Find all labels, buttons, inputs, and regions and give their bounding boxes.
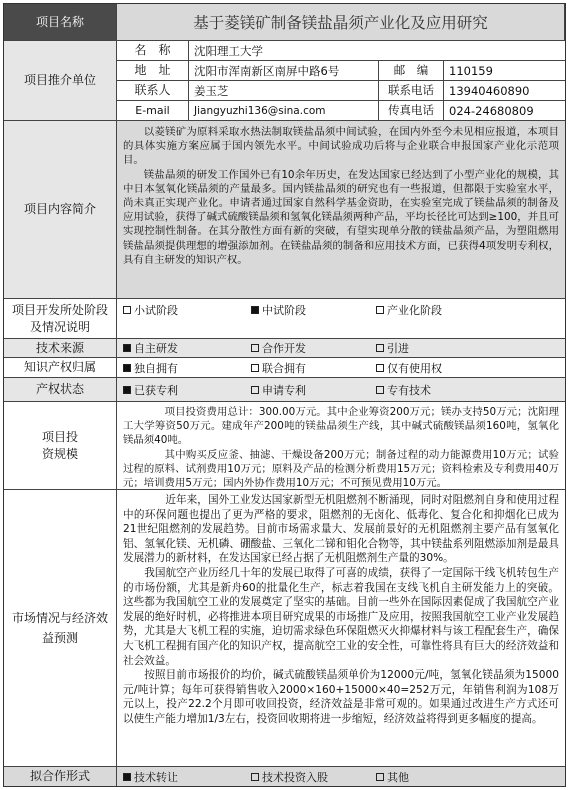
stage-option-3-label: 产业化阶段 [387, 304, 442, 317]
source-options [117, 339, 565, 358]
checkbox-checked-icon [251, 306, 259, 314]
unit-addr-value: 沈阳市浑南新区南屏中路6号 [189, 61, 379, 81]
ip-option-2[interactable] [251, 360, 376, 376]
stage-option-2[interactable] [251, 302, 376, 318]
market-paragraph-3: 按照目前市场报价的均价，碱式硫酸镁晶须单价为12000元/吨，氢氧化镁晶须为15000元/吨计算；每年可获得销售收入2000×160+15000×40=252万元，年销售利润为108万元以上，投产22.2个月即可收回投资，经济效益是非常可观的。如果通过改进生产方式还可以使生产能力增加1/3左右，投资回收期将进一步缩短，经济效益将得到更多幅度的提高。 [123, 669, 559, 725]
cooperation-options [117, 767, 565, 786]
checkbox-icon [251, 344, 259, 352]
checkbox-icon [123, 306, 131, 314]
ip-option-1-label: 独自拥有 [134, 361, 178, 375]
ip-option-3-label: 仅有使用权 [387, 361, 442, 375]
checkbox-icon [376, 364, 384, 372]
checkbox-icon [376, 344, 384, 352]
source-option-1[interactable] [123, 340, 251, 356]
unit-zip-label: 邮 编 [379, 61, 444, 81]
project-title: 基于菱镁矿制备镁盐晶须产业化及应用研究 [117, 4, 565, 41]
unit-zip-value: 110159 [444, 61, 565, 81]
investment-text [117, 402, 565, 490]
checkbox-checked-icon [123, 773, 131, 781]
source-option-3-label: 引进 [387, 342, 409, 355]
stage-option-1-label: 小试阶段 [134, 304, 178, 317]
content-label: 项目内容简介 [4, 121, 117, 299]
unit-phone-value: 13940460890 [444, 81, 565, 101]
status-option-2-label: 申请专利 [262, 383, 306, 397]
unit-fax-label: 传真电话 [379, 101, 444, 121]
source-option-1-label: 自主研发 [134, 342, 178, 355]
ip-options [117, 358, 565, 378]
ip-option-2-label: 联合拥有 [262, 361, 306, 375]
project-form [3, 3, 566, 787]
stage-label: 项目开发所处阶段及情况说明 [4, 299, 117, 339]
checkbox-icon [376, 773, 384, 781]
unit-email-label: E-mail [117, 101, 189, 121]
cooperation-option-1[interactable] [123, 769, 251, 785]
stage-option-1[interactable] [123, 302, 251, 318]
unit-name-value: 沈阳理工大学 [189, 41, 565, 61]
cooperation-option-3[interactable] [376, 769, 409, 785]
checkbox-icon [376, 386, 384, 394]
checkbox-checked-icon [123, 364, 131, 372]
checkbox-icon [251, 386, 259, 394]
ip-option-1[interactable] [123, 360, 251, 376]
status-label: 产权状态 [4, 378, 117, 402]
stage-options [117, 299, 565, 339]
ip-option-3[interactable] [376, 360, 442, 376]
status-option-1[interactable] [123, 382, 251, 398]
ip-label: 知识产权归属 [4, 358, 117, 378]
checkbox-checked-icon [123, 344, 131, 352]
investment-paragraph-2: 其中购买反应釜、抽滤、干燥设备200万元；制备过程的动力能源费用10万元；试验过程的原料、试剂费用10万元；原料及产品的检测分析费用15万元；资料检索及专利费用40万元；培训费用5万元；国内外协作费用10万元；不可预见费用10万元。 [123, 448, 559, 490]
unit-contact-label: 联系人 [117, 81, 189, 101]
status-option-3[interactable] [376, 382, 431, 398]
status-options [117, 378, 565, 402]
source-option-3[interactable] [376, 340, 409, 356]
unit-contact-value: 姜玉芝 [189, 81, 379, 101]
market-label: 市场情况与经济效益预测 [4, 490, 117, 767]
status-option-1-label: 已获专利 [134, 383, 178, 397]
source-option-2-label: 合作开发 [262, 342, 306, 355]
checkbox-checked-icon [123, 386, 131, 394]
source-option-2[interactable] [251, 340, 376, 356]
cooperation-option-1-label: 技术转让 [134, 770, 178, 784]
investment-paragraph-1: 项目投资费用总计：300.00万元。其中企业筹资200万元；镁办支持50万元；沈阳理工大学筹资50万元。建成年产200吨的镁盐晶须生产线，其中碱式硫酸镁晶须160吨，氢氧化镁晶须40吨。 [123, 406, 559, 447]
checkbox-icon [376, 306, 384, 314]
status-option-2[interactable] [251, 382, 376, 398]
source-label: 技术来源 [4, 339, 117, 358]
status-option-3-label: 专有技术 [387, 383, 431, 397]
unit-name-label: 名 称 [117, 41, 189, 61]
market-paragraph-1: 近年来，国外工业发达国家新型无机阻燃剂不断涌现，同时对阻燃剂自身和使用过程中的环保问题也提出了更为严格的要求，阻燃剂的无卤化、低毒化、复合化和抑烟化已成为21世纪阻燃剂的发展趋势。目前市场需求量大、发展前景好的无机阻燃剂主要产品有氢氧化铝、氢氧化镁、无机磷、硼酸盐、三氧化二锑和钼化合物等，其中镁盐系列阻燃添加剂是最具发展潜力的新材料，在发达国家已经占据了无机阻燃剂生产量的30%。 [123, 494, 559, 565]
stage-option-2-label: 中试阶段 [262, 304, 306, 317]
content-text [117, 121, 565, 299]
unit-email-value[interactable]: Jiangyuzhi136@sina.com [189, 101, 379, 121]
cooperation-option-2[interactable] [251, 769, 376, 785]
unit-fax-value: 024-24680809 [444, 101, 565, 121]
content-paragraph-1: 以菱镁矿为原料采取水热法制取镁盐晶须中间试验，在国内外至今未见相应报道，本项目的具体实施方案应属于国内领先水平。中间试验成功后将与企业联合申报国家产业化示范项目。 [123, 126, 559, 167]
market-text [117, 490, 565, 767]
content-paragraph-2: 镁盐晶须的研发工作国外已有10余年历史，在发达国家已经达到了小型产业化的规模，其中日本氢氧化镁晶须的产量最多。国内镁盐晶须的研究也有一些报道，但都限于实验室水平，尚未真正实现产业化。申请者通过国家自然科学基金资助，在实验室完成了镁盐晶须的制备及应用试验，获得了碱式硫酸镁晶须和氢氧化镁晶须两种产品，平均长径比可达到≥100，并且可实现控制性制备。在其分散性方面有新的突破，有望实现单分散的镁盐晶须产品，为塑阻燃用镁盐晶须提供理想的增强添加剂。在镁盐晶须的制备和应用技术方面，已获得4项发明专利权，具有自主研发的知识产权。 [123, 168, 559, 266]
market-paragraph-2: 我国航空产业历经几十年的发展已取得了可喜的成绩，获得了一定国际干线飞机转包生产的市场份额，尤其是新舟60的批量化生产，标志着我国在支线飞机自主研发能力上的突破。这些都为我国航空工业的发展奠定了坚实的基础。目前一些外在国际因素促成了我国航空产业发展的绝好时机，必将推进本项目研究成果的市场推广及应用，按照我国航空工业产业发展趋势，尤其是大飞机工程的实施，迫切需求绿色环保阻燃灭火抑爆材料与该工程配套生产，确保大飞机工程拥有国产化的知识产权，提高航空工业的安全性，可靠性将具有巨大的经济效益和社会效益。 [123, 566, 559, 667]
unit-phone-label: 联系电话 [379, 81, 444, 101]
cooperation-label: 拟合作形式 [4, 767, 117, 786]
stage-option-3[interactable] [376, 302, 442, 318]
cooperation-option-2-label: 技术投资入股 [262, 770, 328, 784]
checkbox-icon [251, 773, 259, 781]
unit-addr-label: 地 址 [117, 61, 189, 81]
project-name-label: 项目名称 [4, 4, 117, 41]
checkbox-icon [251, 364, 259, 372]
unit-label: 项目推介单位 [4, 41, 117, 121]
investment-label: 项目投资规模 [4, 402, 117, 490]
cooperation-option-3-label: 其他 [387, 770, 409, 784]
